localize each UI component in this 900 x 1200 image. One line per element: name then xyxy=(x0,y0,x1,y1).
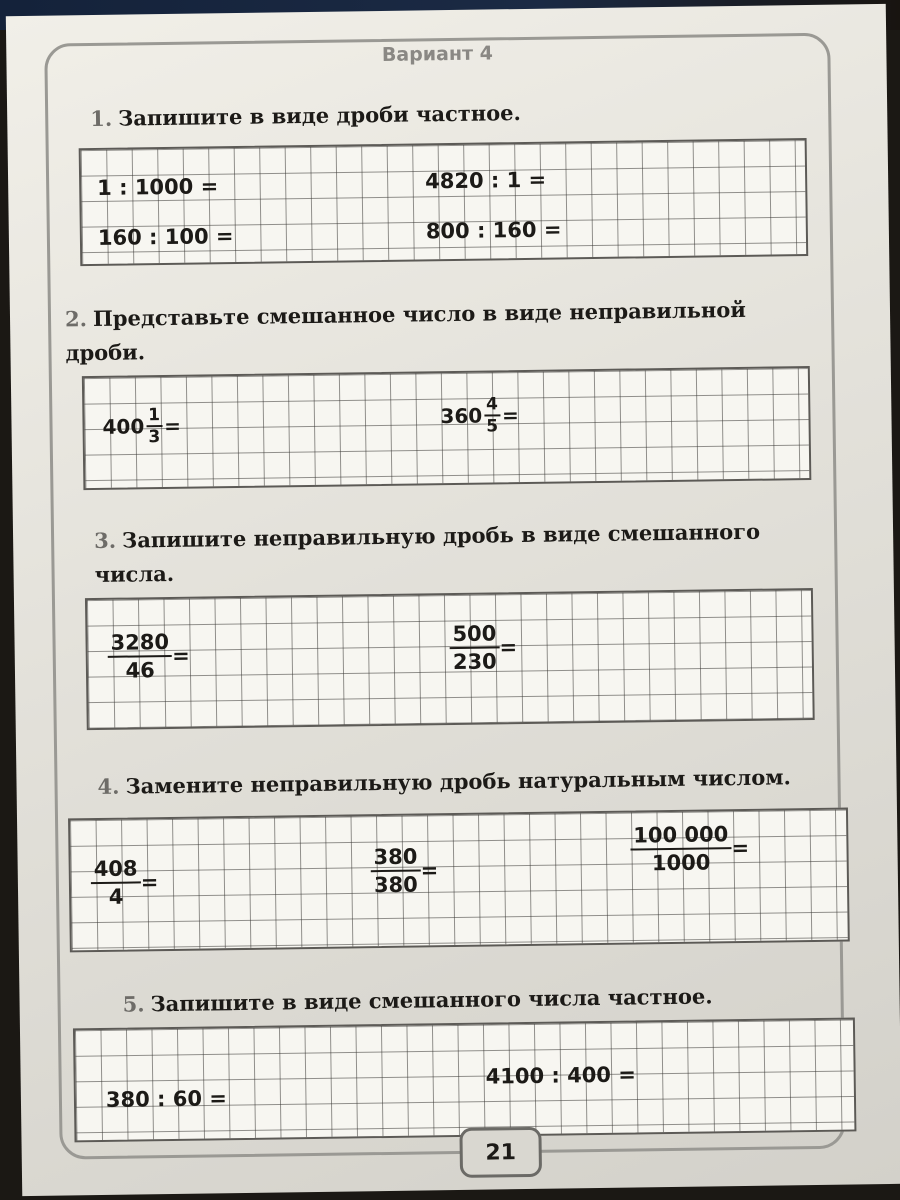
task-5-expr-2: 4100 : 400 = xyxy=(485,1062,637,1089)
task-4-text: Замените неправильную дробь натуральным числом. xyxy=(125,764,792,799)
task-3-grid[interactable] xyxy=(85,588,815,730)
mixed-whole: 360 xyxy=(440,403,483,429)
equals-sign: = xyxy=(172,643,190,668)
fraction xyxy=(630,821,732,876)
fraction-numerator: 3280 xyxy=(107,629,172,658)
task-1-grid[interactable] xyxy=(79,138,809,266)
fraction xyxy=(449,620,500,675)
fraction-denominator: 46 xyxy=(125,658,155,683)
mixed-fraction xyxy=(484,394,500,436)
task-3-number: 3. xyxy=(93,527,117,554)
task-3-item-2 xyxy=(449,620,517,675)
fraction-denominator: 5 xyxy=(486,416,499,437)
task-5-number: 5. xyxy=(122,991,145,1017)
task-4-heading xyxy=(97,760,813,804)
fraction-numerator: 1 xyxy=(146,405,162,427)
task-1-expr-1: 1 : 1000 = xyxy=(97,174,219,200)
fraction-numerator: 408 xyxy=(91,855,141,884)
fraction xyxy=(91,855,142,910)
task-2-number: 2. xyxy=(64,306,88,332)
task-3-item-1 xyxy=(107,629,190,684)
equals-sign: = xyxy=(499,635,518,660)
equals-sign: = xyxy=(163,413,182,439)
fraction xyxy=(107,629,172,684)
task-5-grid[interactable] xyxy=(73,1017,857,1142)
fraction-numerator: 500 xyxy=(449,620,499,649)
task-2-text: Представьте смешанное число в виде неправильной дроби. xyxy=(65,296,747,366)
page-number: 21 xyxy=(459,1127,542,1178)
task-1-number: 1. xyxy=(90,105,113,132)
variant-title: Вариант 4 xyxy=(381,42,494,66)
task-2-heading xyxy=(65,292,808,370)
equals-sign: = xyxy=(501,403,519,428)
task-1-text: Запишите в виде дроби частное. xyxy=(118,100,521,131)
task-4-item-1 xyxy=(91,855,159,910)
task-3-heading xyxy=(94,514,811,592)
fraction-numerator: 380 xyxy=(370,843,420,872)
task-1-expr-4: 800 : 160 = xyxy=(425,217,562,244)
task-5-heading xyxy=(122,978,816,1022)
task-5-expr-1: 380 : 60 = xyxy=(105,1086,228,1112)
task-4-number: 4. xyxy=(97,773,120,799)
mixed-fraction xyxy=(146,405,162,447)
mixed-whole: 400 xyxy=(102,414,145,439)
task-4-item-2 xyxy=(370,843,438,898)
workbook-page xyxy=(6,4,900,1196)
fraction-numerator: 100 000 xyxy=(630,821,731,850)
task-5-text: Запишите в виде смешанного числа частное. xyxy=(150,983,713,1017)
fraction-denominator: 230 xyxy=(452,649,497,675)
task-4-grid[interactable] xyxy=(68,808,850,953)
equals-sign: = xyxy=(140,870,159,895)
task-1-expr-2: 4820 : 1 = xyxy=(424,167,547,194)
task-1-expr-3: 160 : 100 = xyxy=(97,224,234,250)
fraction-denominator: 4 xyxy=(108,884,124,909)
task-2-item-1 xyxy=(102,405,181,448)
task-2-grid[interactable] xyxy=(82,366,812,490)
task-2-item-2 xyxy=(440,394,519,437)
task-3-text: Запишите неправильную дробь в виде смешанного числа. xyxy=(94,518,761,588)
fraction xyxy=(370,843,421,898)
fraction-denominator: 3 xyxy=(148,427,161,448)
equals-sign: = xyxy=(731,835,750,861)
equals-sign: = xyxy=(420,858,439,883)
task-1-heading xyxy=(90,92,804,136)
fraction-denominator: 380 xyxy=(373,872,418,898)
page-frame xyxy=(44,33,846,1160)
fraction-numerator: 4 xyxy=(484,394,500,416)
fraction-denominator: 1000 xyxy=(651,850,711,876)
task-4-item-3 xyxy=(630,821,749,877)
